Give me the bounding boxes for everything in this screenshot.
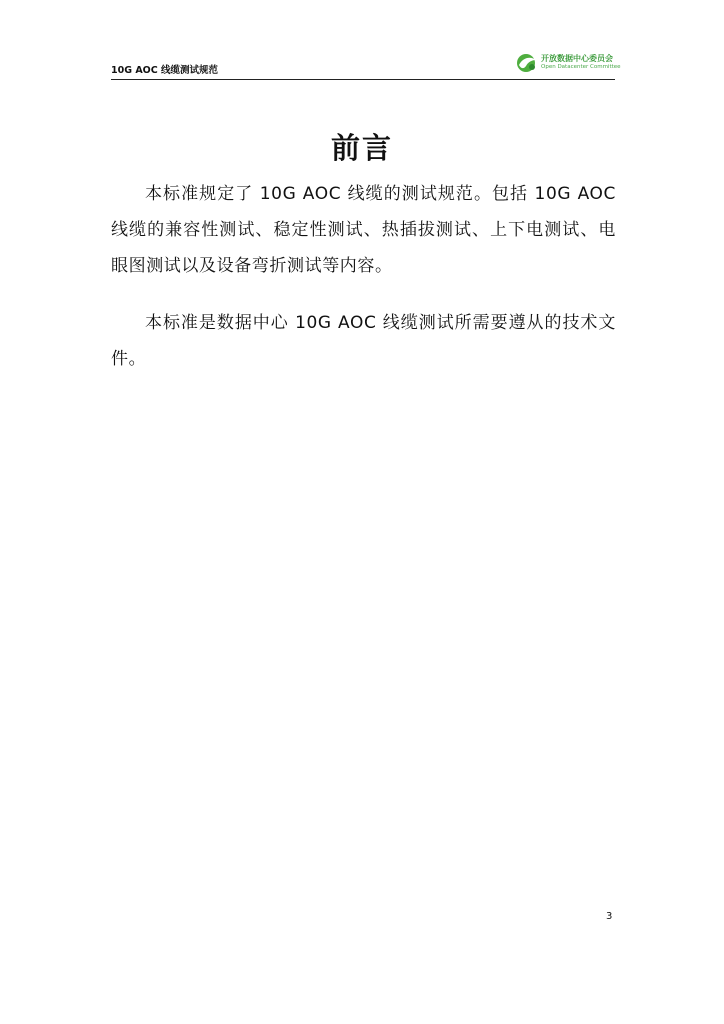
header-title: 10G AOC 线缆测试规范	[111, 65, 219, 76]
organization-logo	[515, 52, 621, 74]
logo-chinese-name: 开放数据中心委员会	[541, 54, 613, 63]
page-header	[111, 50, 621, 80]
odcc-logo-icon	[515, 52, 539, 74]
section-heading: 前言	[330, 131, 393, 165]
body-paragraph: 本标准规定了 10G AOC 线缆的测试规范。包括 10G AOC 线缆的兼容性测试、稳定性测试、热插拔测试、上下电测试、电眼图测试以及设备弯折测试等内容。	[111, 184, 616, 276]
header-divider	[111, 79, 615, 80]
logo-english-name: Open Datacenter Committee	[541, 64, 621, 70]
page-number: 3	[606, 911, 613, 922]
body-paragraph: 本标准是数据中心 10G AOC 线缆测试所需要遵从的技术文件。	[111, 313, 616, 369]
